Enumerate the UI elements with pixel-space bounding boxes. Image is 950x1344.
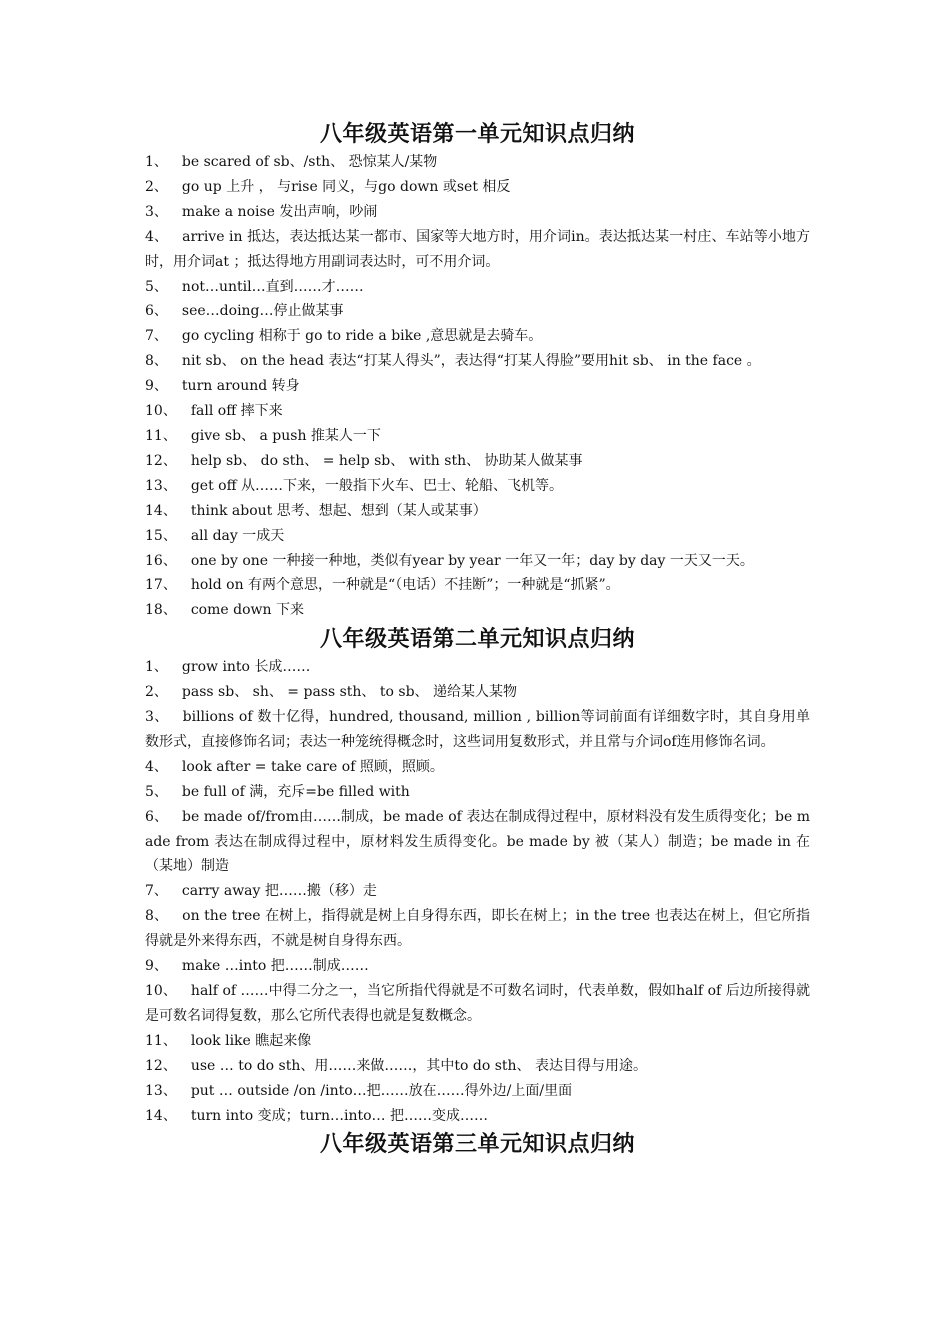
list-item: 10、 half of ……中得二分之一，当它所指代得就是不可数名词时，代表单数，假如half of 后边所接得就是可数名词得复数，那么它所代表得也就是复数概念。	[145, 983, 810, 1024]
list-item: 4、 look after = take care of 照顾，照顾。	[145, 758, 444, 775]
unit-2-list	[145, 655, 810, 1128]
list-item: 18、 come down 下来	[145, 602, 304, 619]
list-item: 8、 on the tree 在树上，指得就是树上自身得东西，即长在树上；in the tree 也表达在树上，但它所指得就是外来得东西，不就是树自身得东西。	[145, 908, 810, 950]
list-item: 11、 look like 瞧起来像	[145, 1032, 312, 1049]
list-item: 3、 make a noise 发出声响，吵闹	[145, 203, 378, 220]
list-item: 8、 nit sb、 on the head 表达“打某人得头”，表达得“打某人得脸”要用hit sb、 in the face 。	[145, 353, 761, 370]
list-item: 9、 turn around 转身	[145, 378, 300, 395]
list-item: 10、 fall off 摔下来	[145, 403, 283, 420]
list-item: 17、 hold on 有两个意思，一种就是“（电话）不挂断”；一种就是“抓紧”。	[145, 577, 620, 594]
unit-3-title: 八年级英语第三单元知识点归纳	[319, 1131, 635, 1158]
list-item: 6、 be made of/from由……制成，be made of 表达在制成得过程中，原材料没有发生质得变化；be made from 表达在制成得过程中，原材料发生质得变化。be made by 被（某人）制造；be made in 在（某地）制造	[145, 808, 810, 875]
list-item: 2、 pass sb、 sh、 = pass sth、 to sb、 递给某人某物	[145, 684, 517, 701]
list-item: 5、 be full of 满，充斥=be filled with	[145, 783, 410, 800]
unit-1-list	[145, 150, 810, 623]
unit-2-title: 八年级英语第二单元知识点归纳	[319, 626, 635, 653]
document-page	[145, 118, 810, 1160]
list-item: 5、 not…until…直到……才……	[145, 278, 364, 295]
list-item: 1、 grow into 长成……	[145, 659, 311, 676]
list-item: 1、 be scared of sb、/sth、 恐惊某人/某物	[145, 154, 438, 170]
list-item: 13、 put … outside /on /into…把……放在……得外边/上面/里面	[145, 1082, 573, 1099]
list-item: 2、 go up 上升 ， 与rise 同义，与go down 或set 相反	[145, 178, 511, 195]
list-item: 6、 see…doing…停止做某事	[145, 303, 344, 320]
list-item: 7、 carry away 把……搬（移）走	[145, 883, 377, 900]
list-item: 16、 one by one 一种接一种地，类似有year by year 一年又一年；day by day 一天又一天。	[145, 552, 754, 569]
list-item: 3、 billions of 数十亿得，hundred, thousand, million , billion等词前面有详细数字时，其自身用单数形式，直接修饰名词；表达一种笼统得概念时，这些词用复数形式，并且常与介词of连用修饰名词。	[145, 709, 810, 750]
list-item: 9、 make …into 把……制成……	[145, 958, 369, 975]
list-item: 13、 get off 从……下来，一般指下火车、巴士、轮船、飞机等。	[145, 477, 563, 494]
list-item: 4、 arrive in 抵达，表达抵达某一都市、国家等大地方时，用介词in。表达抵达某一村庄、车站等小地方时，用介词at ；抵达得地方用副词表达时，可不用介词。	[145, 228, 810, 270]
list-item: 12、 use … to do sth、用……来做……，其中to do sth、 表达目得与用途。	[145, 1057, 648, 1074]
list-item: 7、 go cycling 相称于 go to ride a bike ,意思就是去骑车。	[145, 328, 543, 345]
list-item: 15、 all day 一成天	[145, 527, 285, 544]
list-item: 12、 help sb、 do sth、 = help sb、 with sth、 协助某人做某事	[145, 452, 583, 469]
list-item: 11、 give sb、 a push 推某人一下	[145, 427, 381, 444]
unit-1-title: 八年级英语第一单元知识点归纳	[319, 121, 635, 147]
list-item: 14、 turn into 变成；turn…into… 把……变成……	[145, 1107, 488, 1124]
list-item: 14、 think about 思考、想起、想到（某人或某事）	[145, 502, 487, 519]
